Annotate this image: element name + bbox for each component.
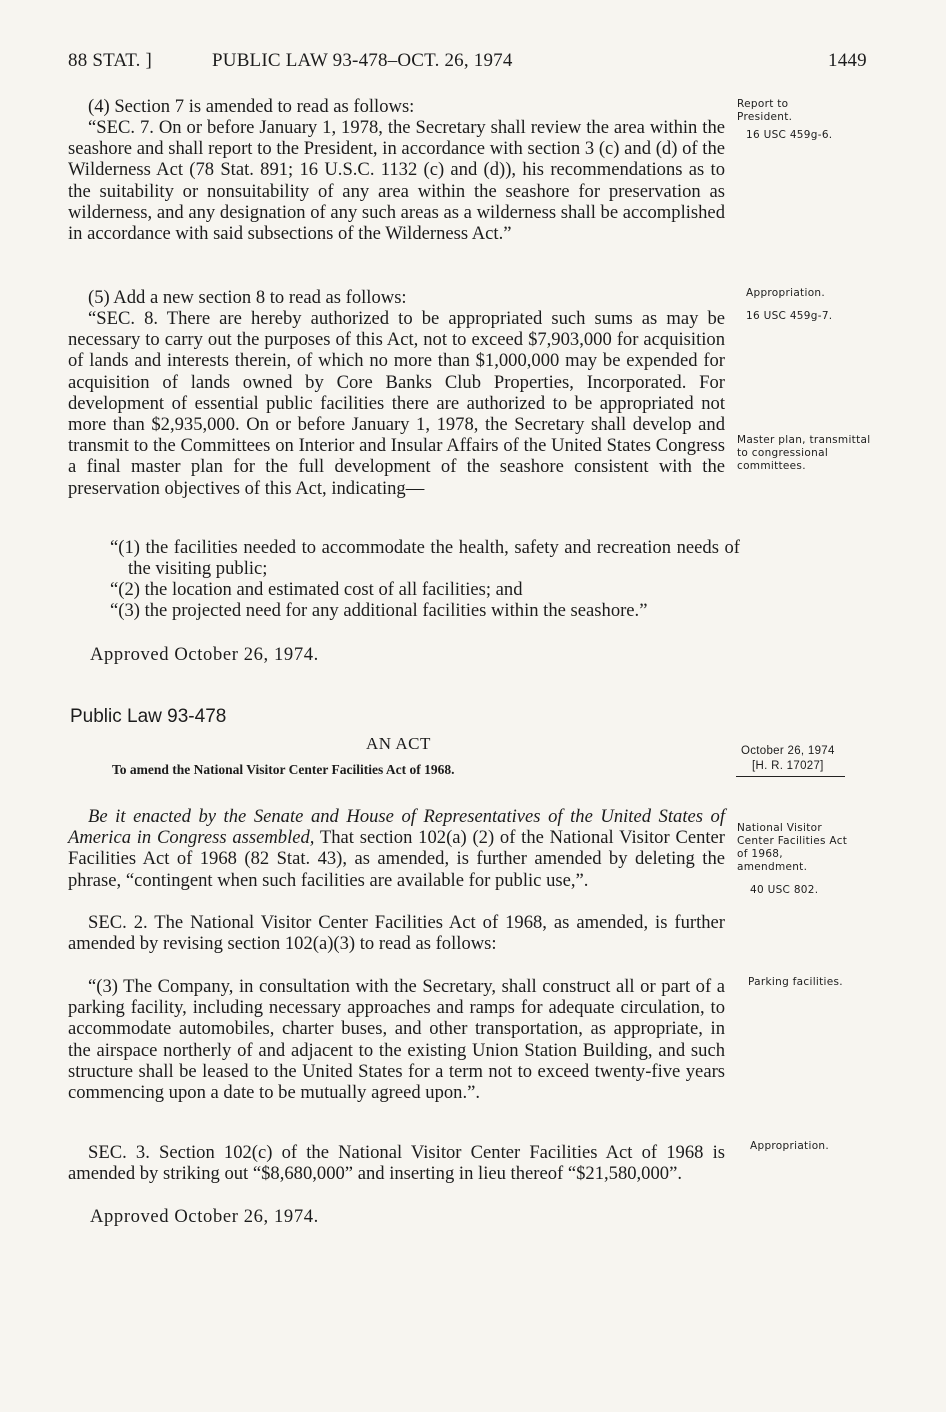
list-item: “(2) the location and estimated cost of all facilities; and bbox=[110, 579, 523, 600]
para-section-4: (4) Section 7 is amended to read as follows: bbox=[88, 96, 415, 117]
act-purpose: To amend the National Visitor Center Facilities Act of 1968. bbox=[112, 762, 455, 777]
margin-note-appropriation: Appropriation. bbox=[746, 287, 826, 299]
margin-note-report: Report to President. bbox=[737, 98, 793, 123]
para-sec-8: “SEC. 8. There are hereby authorized to be appropriated such sums as may be necessary to carry out the purposes of this Act, not to exceed $7,903,000 for acquisition of lands and interests therein, of which no more than $1,000,000 may be expended for acquisition of lands owned by Core Banks Club Properties, Incorporated. For development of essential public facilities there are authorized to be appropriated not more than $2,935,000. On or before January 1, 1978, the Secretary shall develop and transmit to the Committees on Interior and Insular Affairs of the United States Congress a final master plan for the full development of the seashore consistent with the preservation objectives of this Act, indicating— bbox=[68, 308, 725, 499]
approved-date-2: Approved October 26, 1974. bbox=[90, 1206, 319, 1227]
page-number: 1449 bbox=[828, 50, 867, 71]
margin-note-usc: 40 USC 802. bbox=[750, 884, 819, 896]
para-section-5: (5) Add a new section 8 to read as follows: bbox=[88, 287, 407, 308]
enacting-formula: Be it enacted by the Senate and House of Representatives of the United States of America in Congress assembled, bbox=[68, 806, 725, 849]
margin-note-appropriation: Appropriation. bbox=[750, 1140, 830, 1152]
enacting-text: That section 102(a) (2) of the National Visitor Center Facilities Act of 1968 (82 Stat. 43), as amended, is further amended by deleting the phrase, “contingent when such facilities are available for public use,”. bbox=[68, 827, 726, 891]
margin-rule bbox=[736, 776, 845, 777]
margin-note-parking: Parking facilities. bbox=[748, 976, 843, 988]
list-item: “(3) the projected need for any additional facilities within the seashore.” bbox=[110, 600, 648, 621]
header-title: PUBLIC LAW 93-478–OCT. 26, 1974 bbox=[212, 50, 513, 71]
margin-note-nvcf: National Visitor Center Facilities Act of 1968, amendment. bbox=[737, 822, 848, 873]
margin-note-bill: [H. R. 17027] bbox=[752, 760, 824, 772]
public-law-heading: Public Law 93-478 bbox=[70, 706, 227, 727]
enacting-clause bbox=[68, 806, 725, 891]
approved-date-1: Approved October 26, 1974. bbox=[90, 644, 319, 665]
list-item: “(1) the facilities needed to accommodate the health, safety and recreation needs of the visiting public; bbox=[110, 537, 740, 580]
para-sec-2-3: “(3) The Company, in consultation with the Secretary, shall construct all or part of a parking facility, including necessary approaches and ramps for adequate circulation, to accommodate automobiles, charter buses, and other transportation, as appropriate, in the airspace northerly of and adjacent to the existing Union Station Building, and such structure shall be leased to the United States for a term not to exceed twenty-five years commencing upon a date to be mutually agreed upon.”. bbox=[68, 976, 725, 1104]
header-stat: 88 STAT. ] bbox=[68, 50, 153, 71]
margin-note-master-plan: Master plan, transmittal to congressional committees. bbox=[737, 434, 871, 472]
para-sec-2: SEC. 2. The National Visitor Center Facilities Act of 1968, as amended, is further amended by revising section 102(a)(3) to read as follows: bbox=[68, 912, 725, 955]
margin-note-date: October 26, 1974 bbox=[741, 745, 835, 757]
para-sec-7: “SEC. 7. On or before January 1, 1978, the Secretary shall review the area within the seashore and shall report to the President, in accordance with section 3 (c) and (d) of the Wilderness Act (78 Stat. 891; 16 U.S.C. 1132 (c) and (d)), his recommendations as to the suitability or nonsuitability of any area within the seashore for preservation as wilderness, and any designation of any such areas as a wilderness shall be accomplished in accordance with said subsections of the Wilderness Act.” bbox=[68, 117, 725, 245]
margin-note-usc: 16 USC 459g-7. bbox=[746, 310, 833, 322]
para-sec-3: SEC. 3. Section 102(c) of the National Visitor Center Facilities Act of 1968 is amended by striking out “$8,680,000” and inserting in lieu thereof “$21,580,000”. bbox=[68, 1142, 725, 1185]
margin-note-usc: 16 USC 459g-6. bbox=[746, 129, 833, 141]
an-act-label: AN ACT bbox=[366, 734, 431, 753]
